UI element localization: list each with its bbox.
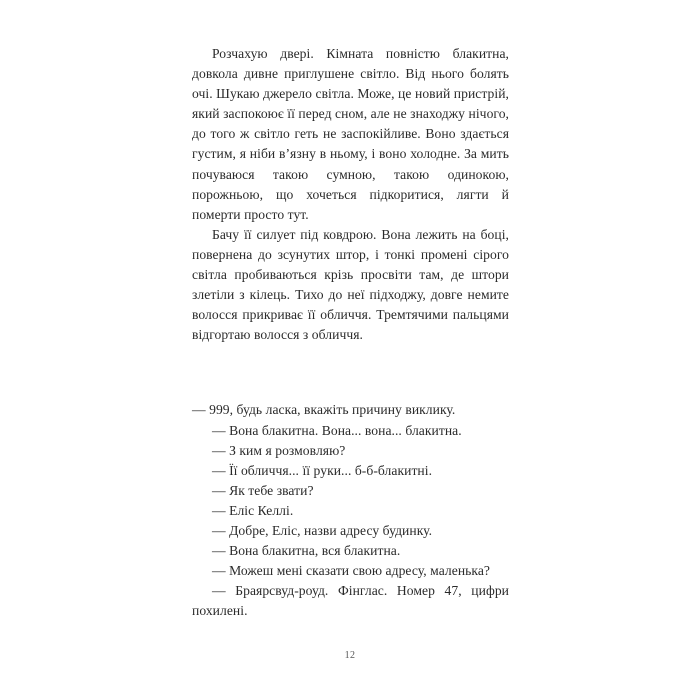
body-paragraph-2: Бачу її силует під ковдрою. Вона лежить на боці, повернена до зсунутих штор, і тонкі промені сірого світла пробиваються крізь просвіти там, де штори злетіли з кілець. Тихо до неї підходжу, довге немите волосся прикриває її обличчя. Тремтячими пальцями відгортаю волосся з обличчя. [192,226,509,343]
dialogue-line: — З ким я розмовляю? [212,442,346,458]
dialogue-line: — Добре, Еліс, назви адресу будинку. [212,522,433,538]
page-number: 12 [344,650,356,661]
dialogue-line: — Можеш мені сказати свою адресу, маленька? [212,563,491,579]
section-divider-space [192,345,509,400]
dialogue-line: — Вона блакитна, вся блакитна. [212,543,401,559]
dialogue-line: — Браярсвуд-роуд. Фінглас. Номер 47, цифри похилені. [192,583,509,619]
body-paragraph-1: Розчахую двері. Кімната повністю блакитна, довкола дивне приглушене світло. Від нього болять очі. Шукаю джерело світла. Може, це новий пристрій, який заспокоює її перед сном, але не знаходжу нічого, до того ж світло геть не заспокійливе. Воно здається густим, я ніби в’язну в ньому, і воно холодне. За мить почуваюся такою сумною, такою одинокою, порожньою, що хочеться підкоритися, лягти й померти просто тут. [192,46,509,222]
dialogue-block [192,400,509,621]
dialogue-line: — Еліс Келлі. [212,502,294,518]
dialogue-line: — Як тебе звати? [212,482,314,498]
dialogue-line: — 999, будь ласка, вкажіть причину виклику. [192,402,456,418]
dialogue-line: — Її обличчя... її руки... б-б-блакитні. [212,462,433,478]
text-column [192,44,509,621]
dialogue-line: — Вона блакитна. Вона... вона... блакитна. [212,422,462,438]
